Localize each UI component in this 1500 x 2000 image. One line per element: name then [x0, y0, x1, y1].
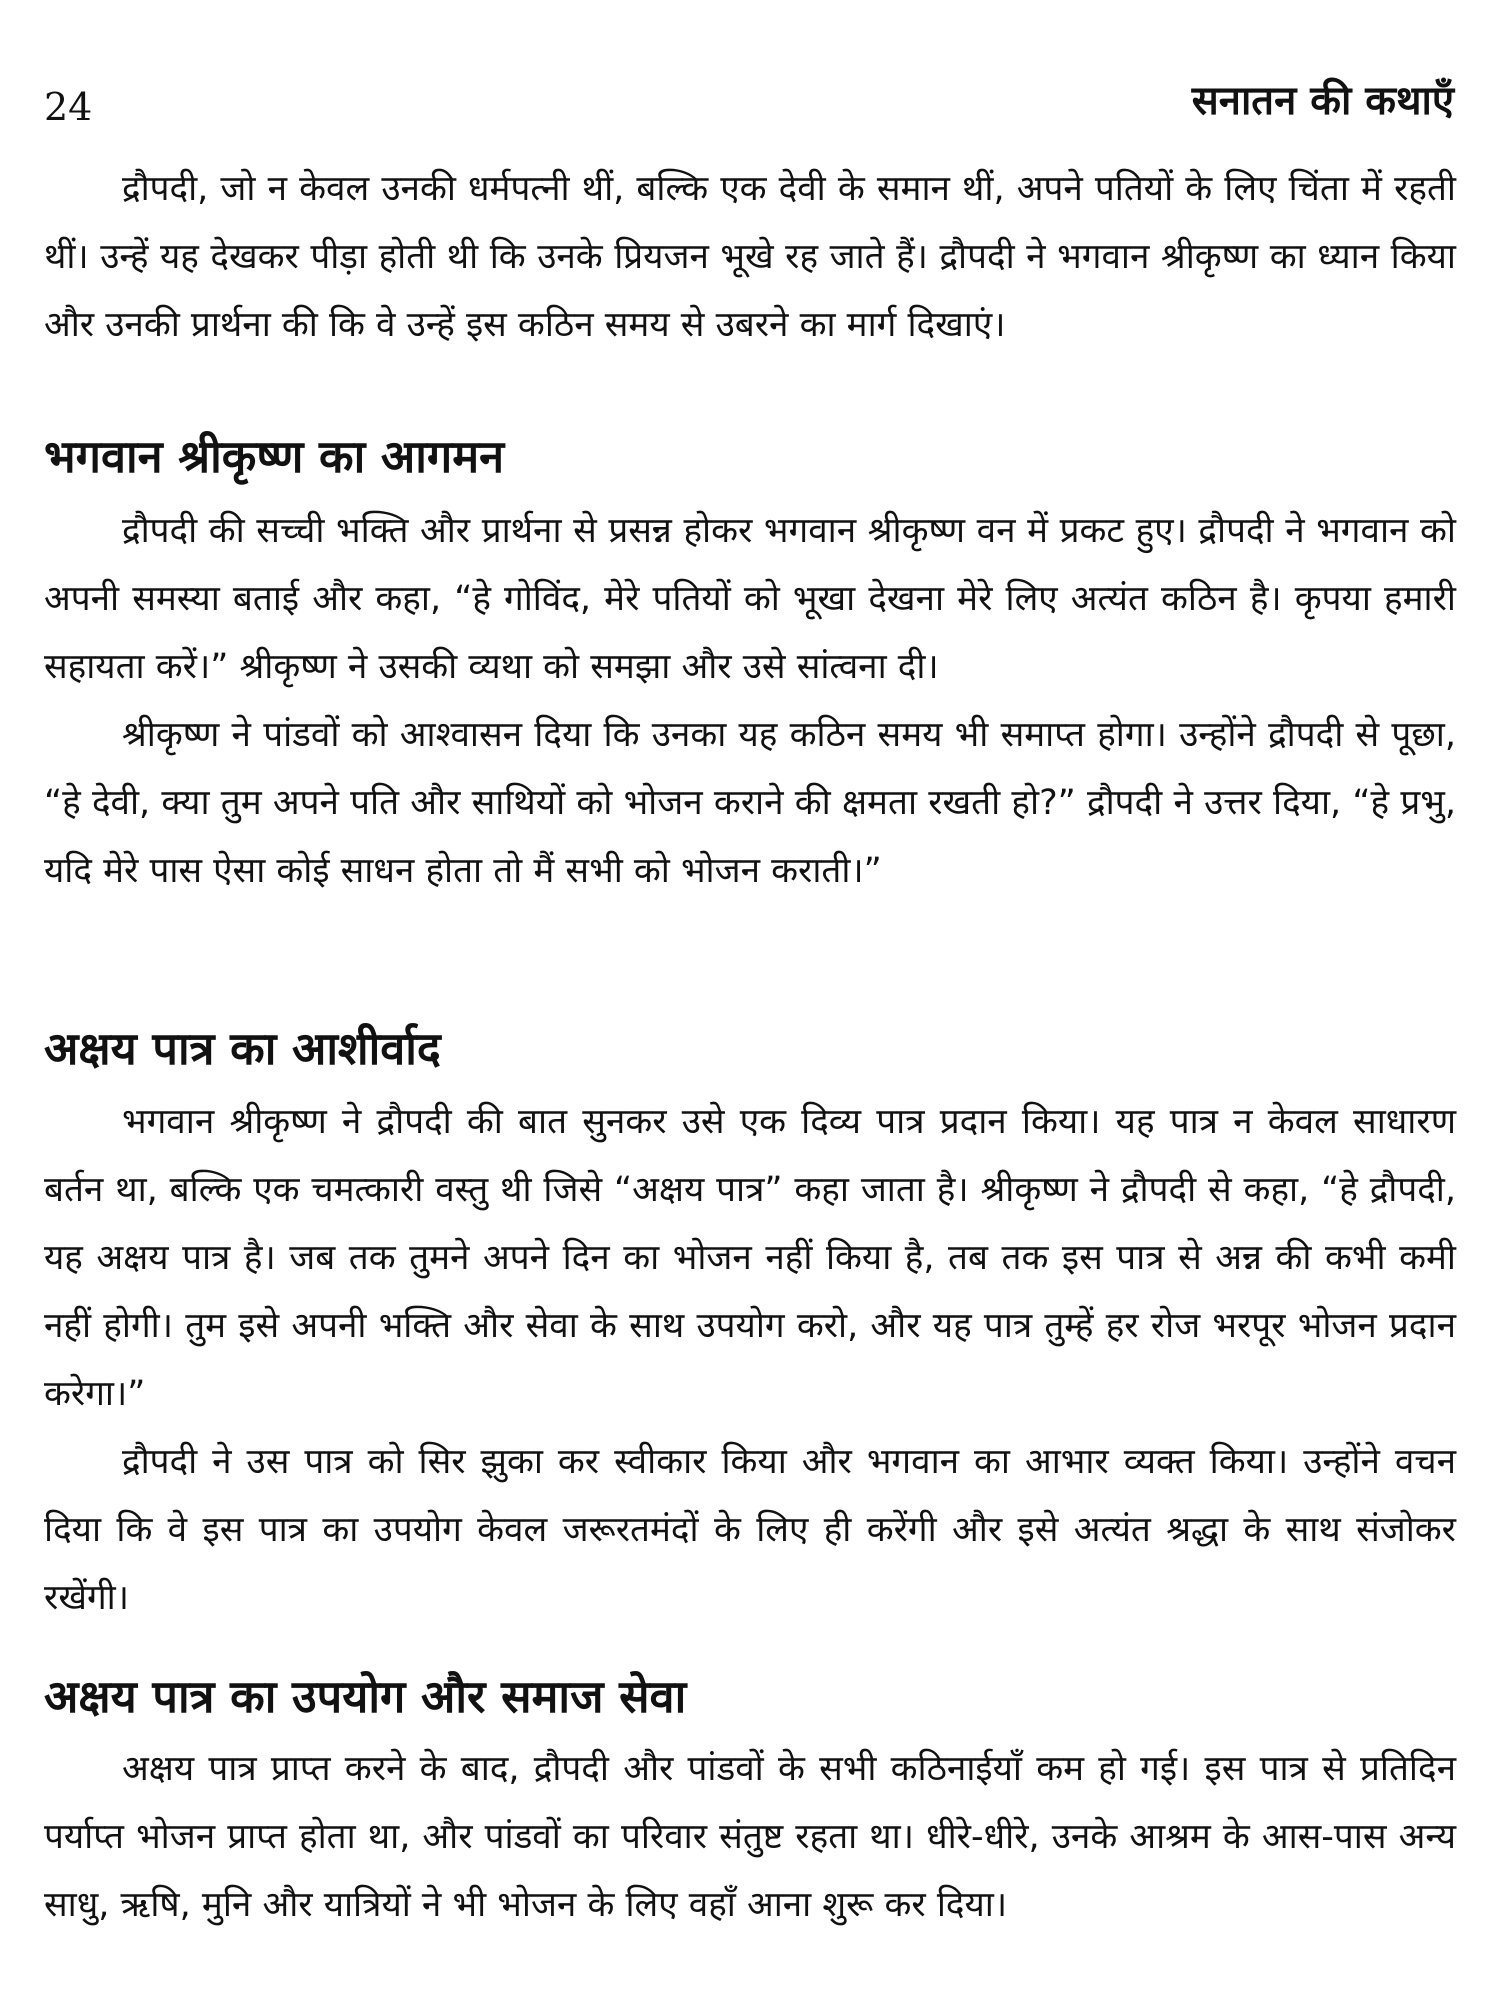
section-krishna-arrival	[44, 497, 1456, 905]
section-akshaya-blessing	[44, 1088, 1456, 1632]
heading-akshaya-blessing: अक्षय पात्र का आशीर्वाद	[44, 1022, 441, 1075]
running-header	[44, 78, 1454, 138]
heading-krishna-arrival: भगवान श्रीकृष्ण का आगमन	[44, 430, 505, 483]
page-number: 24	[44, 85, 93, 129]
paragraph-draupadi-gratitude: द्रौपदी ने उस पात्र को सिर झुका कर स्वीकार किया और भगवान का आभार व्यक्त किया। उन्होंने वचन दिया कि वे इस पात्र का उपयोग केवल जरूरतमंदों के लिए ही करेंगी और इसे अत्यंत श्रद्धा के साथ संजोकर रखेंगी।	[44, 1442, 1456, 1618]
running-title: सनातन की कथाएँ	[1191, 78, 1454, 124]
paragraph-krishna-assurance: श्रीकृष्ण ने पांडवों को आश्वासन दिया कि उनका यह कठिन समय भी समाप्त होगा। उन्होंने द्रौपदी से पूछा, “हे देवी, क्या तुम अपने पति और साथियों को भोजन कराने की क्षमता रखती हो?” द्रौपदी ने उत्तर दिया, “हे प्रभु, यदि मेरे पास ऐसा कोई साधन होता तो मैं सभी को भोजन कराती।”	[44, 715, 1456, 891]
paragraph-akshaya-use: अक्षय पात्र प्राप्त करने के बाद, द्रौपदी और पांडवों के सभी कठिनाईयाँ कम हो गई। इस पात्र से प्रतिदिन पर्याप्त भोजन प्राप्त होता था, और पांडवों का परिवार संतुष्ट रहता था। धीरे-धीरे, उनके आश्रम के आस-पास अन्य साधु, ऋषि, मुनि और यात्रियों ने भी भोजन के लिए वहाँ आना शुरू कर दिया।	[44, 1749, 1457, 1925]
paragraph-divine-vessel: भगवान श्रीकृष्ण ने द्रौपदी की बात सुनकर उसे एक दिव्य पात्र प्रदान किया। यह पात्र न केवल साधारण बर्तन था, बल्कि एक चमत्कारी वस्तु थी जिसे “अक्षय पात्र” कहा जाता है। श्रीकृष्ण ने द्रौपदी से कहा, “हे द्रौपदी, यह अक्षय पात्र है। जब तक तुमने अपने दिन का भोजन नहीं किया है, तब तक इस पात्र से अन्न की कभी कमी नहीं होगी। तुम इसे अपनी भक्ति और सेवा के साथ उपयोग करो, और यह पात्र तुम्हें हर रोज भरपूर भोजन प्रदान करेगा।”	[44, 1102, 1456, 1414]
paragraph-krishna-appears: द्रौपदी की सच्ची भक्ति और प्रार्थना से प्रसन्न होकर भगवान श्रीकृष्ण वन में प्रकट हुए। द्रौपदी ने भगवान को अपनी समस्या बताई और कहा, “हे गोविंद, मेरे पतियों को भूखा देखना मेरे लिए अत्यंत कठिन है। कृपया हमारी सहायता करें।” श्रीकृष्ण ने उसकी व्यथा को समझा और उसे सांत्वना दी।	[44, 511, 1456, 687]
paragraph-draupadi-worry: द्रौपदी, जो न केवल उनकी धर्मपत्नी थीं, बल्कि एक देवी के समान थीं, अपने पतियों के लिए चिंता में रहती थीं। उन्हें यह देखकर पीड़ा होती थी कि उनके प्रियजन भूखे रह जाते हैं। द्रौपदी ने भगवान श्रीकृष्ण का ध्यान किया और उनकी प्रार्थना की कि वे उन्हें इस कठिन समय से उबरने का मार्ग दिखाएं।	[44, 169, 1456, 345]
section-intro	[44, 155, 1456, 359]
section-akshaya-use	[44, 1735, 1456, 1939]
heading-akshaya-use-service: अक्षय पात्र का उपयोग और समाज सेवा	[44, 1670, 687, 1723]
